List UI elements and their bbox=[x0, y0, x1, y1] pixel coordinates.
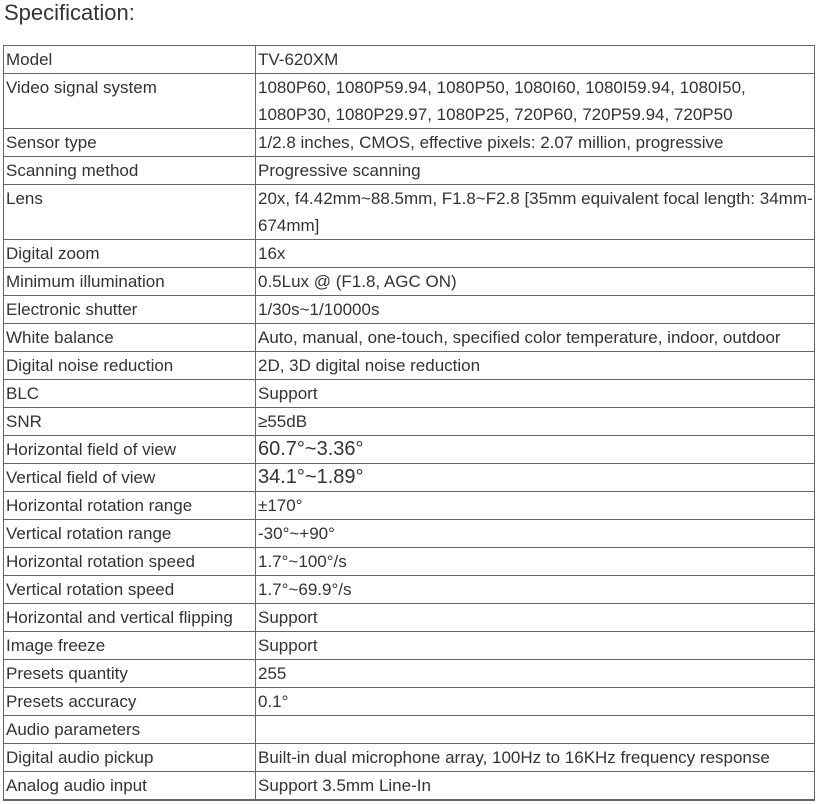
row-value: 34.1°~1.89° bbox=[256, 464, 815, 492]
row-value: 1/30s~1/10000s bbox=[256, 296, 815, 324]
table-row bbox=[4, 464, 815, 492]
row-value: ≥55dB bbox=[256, 408, 815, 436]
row-label: Vertical field of view bbox=[4, 464, 256, 492]
row-label: Digital audio pickup bbox=[4, 744, 256, 772]
table-row bbox=[4, 660, 815, 688]
table-row bbox=[4, 324, 815, 352]
row-value: 1.7°~100°/s bbox=[256, 548, 815, 576]
row-label: Vertical rotation range bbox=[4, 520, 256, 548]
row-label: SNR bbox=[4, 408, 256, 436]
row-value: 1080P60, 1080P59.94, 1080P50, 1080I60, 1080I59.94, 1080I50, 1080P30, 1080P29.97, 1080P25, 720P60, 720P59.94, 720P50 bbox=[256, 74, 815, 129]
row-label: Analog audio input bbox=[4, 772, 256, 800]
row-value: 0.5Lux @ (F1.8, AGC ON) bbox=[256, 268, 815, 296]
row-label: Presets accuracy bbox=[4, 688, 256, 716]
table-row bbox=[4, 604, 815, 632]
row-label: Scanning method bbox=[4, 157, 256, 185]
row-value: ±170° bbox=[256, 492, 815, 520]
row-value: 60.7°~3.36° bbox=[256, 436, 815, 464]
table-row bbox=[4, 744, 815, 772]
spec-table bbox=[3, 45, 815, 801]
row-label: Vertical rotation speed bbox=[4, 576, 256, 604]
row-label: Horizontal and vertical flipping bbox=[4, 604, 256, 632]
table-row bbox=[4, 296, 815, 324]
table-row bbox=[4, 46, 815, 74]
row-label: BLC bbox=[4, 380, 256, 408]
table-row bbox=[4, 492, 815, 520]
table-row bbox=[4, 800, 815, 801]
table-row bbox=[4, 520, 815, 548]
row-label: Horizontal rotation range bbox=[4, 492, 256, 520]
table-row bbox=[4, 380, 815, 408]
row-label: Lens bbox=[4, 185, 256, 240]
row-label: Horizontal field of view bbox=[4, 436, 256, 464]
table-row bbox=[4, 408, 815, 436]
row-value: TV-620XM bbox=[256, 46, 815, 74]
table-row bbox=[4, 688, 815, 716]
table-row bbox=[4, 548, 815, 576]
row-value: Built-in dual microphone array, 100Hz to 16KHz frequency response bbox=[256, 744, 815, 772]
row-value: 255 bbox=[256, 660, 815, 688]
row-value: 2D, 3D digital noise reduction bbox=[256, 352, 815, 380]
table-row bbox=[4, 772, 815, 800]
row-label: Image freeze bbox=[4, 632, 256, 660]
table-row bbox=[4, 157, 815, 185]
row-value: 0.1° bbox=[256, 688, 815, 716]
row-value: 1.7°~69.9°/s bbox=[256, 576, 815, 604]
row-label: Sensor type bbox=[4, 129, 256, 157]
row-value: 16x bbox=[256, 240, 815, 268]
table-row bbox=[4, 240, 815, 268]
table-row bbox=[4, 576, 815, 604]
row-value: Support bbox=[256, 604, 815, 632]
row-value: -30°~+90° bbox=[256, 520, 815, 548]
row-label: Digital zoom bbox=[4, 240, 256, 268]
row-label: Video signal system bbox=[4, 74, 256, 129]
row-label: Model bbox=[4, 46, 256, 74]
row-label: Horizontal rotation speed bbox=[4, 548, 256, 576]
table-row bbox=[4, 716, 815, 744]
row-label: White balance bbox=[4, 324, 256, 352]
row-label: Digital noise reduction bbox=[4, 352, 256, 380]
table-row bbox=[4, 632, 815, 660]
table-row bbox=[4, 129, 815, 157]
table-row bbox=[4, 185, 815, 240]
row-value bbox=[256, 716, 815, 744]
row-value: Auto, manual, one-touch, specified color temperature, indoor, outdoor bbox=[256, 324, 815, 352]
row-label bbox=[4, 800, 256, 801]
page-title: Specification: bbox=[4, 0, 135, 25]
row-label: Audio parameters bbox=[4, 716, 256, 744]
table-row bbox=[4, 436, 815, 464]
row-value: Progressive scanning bbox=[256, 157, 815, 185]
row-value: 20x, f4.42mm~88.5mm, F1.8~F2.8 [35mm equivalent focal length: 34mm-674mm] bbox=[256, 185, 815, 240]
row-value: Support bbox=[256, 380, 815, 408]
row-value: Support 3.5mm Line-In bbox=[256, 772, 815, 800]
row-label: Presets quantity bbox=[4, 660, 256, 688]
table-row bbox=[4, 268, 815, 296]
row-value: Support bbox=[256, 632, 815, 660]
table-row bbox=[4, 74, 815, 129]
row-value: 1/2.8 inches, CMOS, effective pixels: 2.07 million, progressive bbox=[256, 129, 815, 157]
table-row bbox=[4, 352, 815, 380]
row-label: Electronic shutter bbox=[4, 296, 256, 324]
row-label: Minimum illumination bbox=[4, 268, 256, 296]
row-value bbox=[256, 800, 815, 801]
